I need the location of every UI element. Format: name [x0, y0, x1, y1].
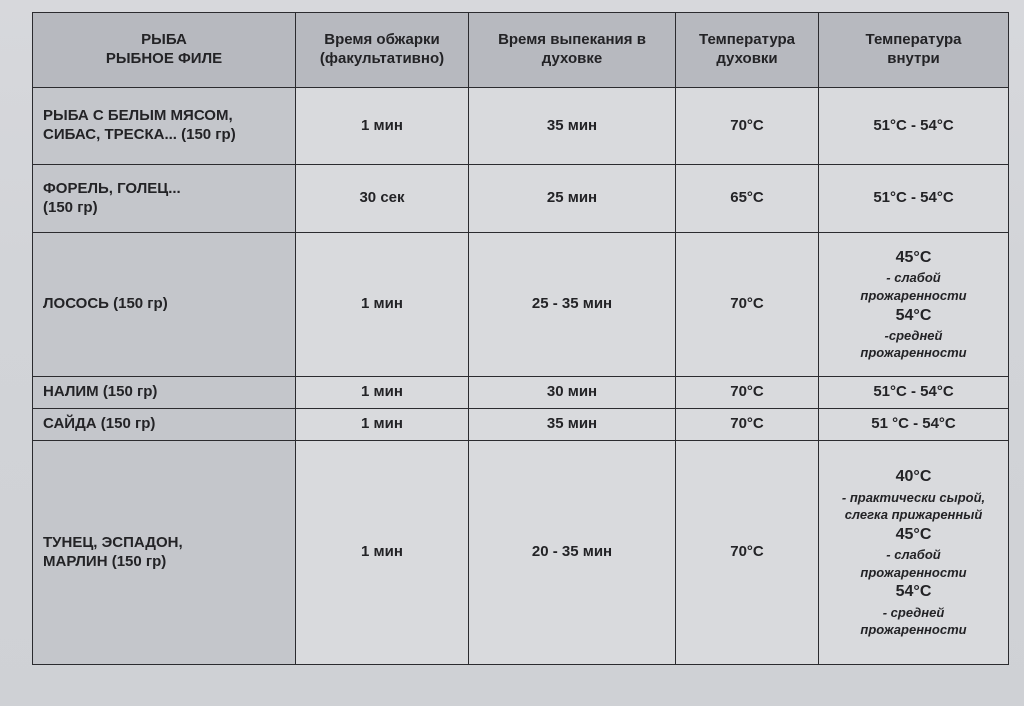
bake-time-cell: 30 мин [469, 377, 676, 409]
inside-temp-cell: 51°C - 54°C [819, 88, 1009, 165]
inside-temp-cell: 51°C - 54°C [819, 165, 1009, 233]
header-bake-time [469, 13, 676, 88]
fish-name-line: ТУНЕЦ, ЭСПАДОН, [43, 533, 183, 551]
table-row [33, 88, 1009, 165]
inside-temp-stack [825, 245, 1002, 364]
fish-name-cell [33, 165, 296, 233]
fish-name-cell [33, 441, 296, 665]
oven-temp-cell: 70°C [676, 441, 819, 665]
fish-name-line: МАРЛИН (150 гр) [43, 552, 167, 570]
header-fish [33, 13, 296, 88]
header-inside-line2: внутри [887, 50, 940, 67]
inside-temp-stack [825, 464, 1002, 640]
header-inside-line1: Температура [865, 31, 962, 49]
header-fry-time [296, 13, 469, 88]
bake-time-cell: 35 мин [469, 88, 676, 165]
inside-temp-value: 45°C [895, 249, 932, 267]
doneness-note: - слабой [886, 547, 941, 563]
fish-name-line: НАЛИМ (150 гр) [43, 383, 158, 401]
fry-time-cell: 1 мин [296, 377, 469, 409]
bake-time-cell: 25 - 35 мин [469, 233, 676, 377]
fry-time-cell: 1 мин [296, 441, 469, 665]
inside-temp-value: 45°C [895, 525, 932, 543]
fish-name-cell [33, 377, 296, 409]
header-bake-line2: духовке [541, 50, 603, 67]
doneness-note: прожаренности [860, 622, 967, 638]
fish-name-line: ЛОСОСЬ (150 гр) [43, 295, 168, 313]
doneness-note: прожаренности [860, 287, 967, 303]
header-fry-line1: Время обжарки [324, 31, 440, 49]
inside-temp-cell [819, 233, 1009, 377]
header-fish-line2: РЫБНОЕ ФИЛЕ [105, 50, 223, 67]
fish-name-cell [33, 409, 296, 441]
table-row [33, 409, 1009, 441]
inside-temp-value: 40°C [895, 468, 932, 486]
fry-time-cell: 30 сек [296, 165, 469, 233]
inside-temp-cell: 51 °C - 54°C [819, 409, 1009, 441]
bake-time-cell: 25 мин [469, 165, 676, 233]
fish-name-cell [33, 233, 296, 377]
table-row [33, 165, 1009, 233]
table-header-row [33, 13, 1009, 88]
oven-temp-cell: 70°C [676, 233, 819, 377]
doneness-note: прожаренности [860, 345, 967, 361]
fish-name-cell [33, 88, 296, 165]
fish-name-line: РЫБА С БЕЛЫМ МЯСОМ, [43, 107, 233, 125]
inside-temp-value: 54°C [895, 306, 932, 324]
inside-temp-value: 54°C [895, 583, 932, 601]
table-row [33, 233, 1009, 377]
table-row [33, 441, 1009, 665]
oven-temp-cell: 70°C [676, 377, 819, 409]
doneness-note: - практически сырой, [841, 489, 986, 505]
bake-time-cell: 35 мин [469, 409, 676, 441]
doneness-note: - слабой [886, 270, 941, 286]
header-bake-line1: Время выпекания в [498, 31, 646, 49]
oven-temp-cell: 70°C [676, 88, 819, 165]
fish-name-line: (150 гр) [43, 198, 98, 216]
header-inside-temp [819, 13, 1009, 88]
fish-name-line: САЙДА (150 гр) [43, 415, 156, 433]
header-fish-line1: РЫБА [141, 31, 187, 49]
inside-temp-cell: 51°C - 54°C [819, 377, 1009, 409]
inside-temp-cell [819, 441, 1009, 665]
fry-time-cell: 1 мин [296, 88, 469, 165]
oven-temp-cell: 70°C [676, 409, 819, 441]
fry-time-cell: 1 мин [296, 409, 469, 441]
doneness-note: прожаренности [860, 564, 967, 580]
header-oven-line1: Температура [699, 31, 795, 49]
header-oven-temp [676, 13, 819, 88]
doneness-note: слегка прижаренный [844, 507, 983, 523]
header-fry-line2: (факультативно) [319, 50, 445, 67]
fish-name-line: СИБАС, ТРЕСКА... (150 гр) [43, 126, 236, 143]
fish-cooking-table [32, 12, 1009, 665]
header-oven-line2: духовки [716, 50, 778, 67]
doneness-note: - средней [882, 604, 945, 620]
doneness-note: -средней [884, 327, 943, 343]
table-row [33, 377, 1009, 409]
oven-temp-cell: 65°C [676, 165, 819, 233]
bake-time-cell: 20 - 35 мин [469, 441, 676, 665]
fish-name-line: ФОРЕЛЬ, ГОЛЕЦ... [43, 179, 181, 197]
fry-time-cell: 1 мин [296, 233, 469, 377]
